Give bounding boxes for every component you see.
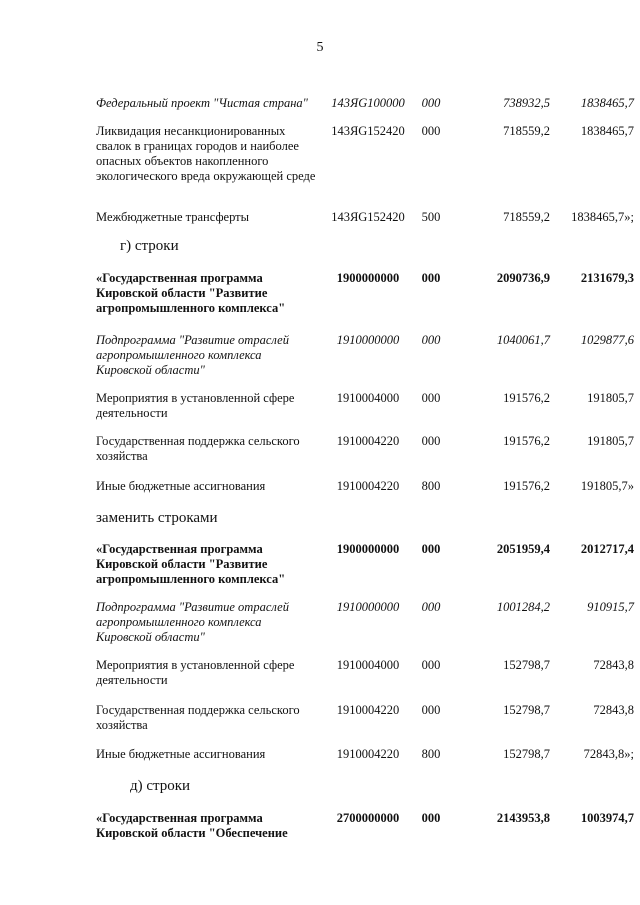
row-name: Государственная поддержка сельского хозяйства xyxy=(96,434,300,463)
row-value-1: 738932,5 xyxy=(503,96,550,110)
row-code: 1900000000 xyxy=(336,542,400,556)
row-value-2: 910915,7 xyxy=(587,600,634,614)
row-name: Подпрограмма "Развитие отраслей агропромышленного комплекса Кировской области" xyxy=(96,333,289,377)
row-value-1: 191576,2 xyxy=(503,391,550,405)
row-value-2: 2131679,3 xyxy=(580,271,634,285)
row-vr: 000 xyxy=(421,96,441,110)
row-name: Межбюджетные трансферты xyxy=(96,210,250,224)
row-value-1: 2051959,4 xyxy=(496,542,550,556)
row-value-2: 2012717,4 xyxy=(580,542,634,556)
row-vr: 000 xyxy=(421,542,441,556)
row-name: Федеральный проект "Чистая страна" xyxy=(96,96,308,110)
row-name: Государственная поддержка сельского хозяйства xyxy=(96,703,300,732)
section-heading: д) строки xyxy=(130,778,191,794)
section-heading: г) строки xyxy=(120,238,179,254)
row-vr: 000 xyxy=(421,434,441,448)
section-heading: заменить строками xyxy=(96,510,218,526)
row-value-1: 2143953,8 xyxy=(496,811,550,825)
row-value-1: 1040061,7 xyxy=(496,333,550,347)
row-code: 2700000000 xyxy=(336,811,400,825)
row-code: 1900000000 xyxy=(336,271,400,285)
row-code: 1910004000 xyxy=(336,658,400,672)
row-vr: 000 xyxy=(421,333,441,347)
row-code: 143ЯG152420 xyxy=(331,210,405,224)
row-value-1: 718559,2 xyxy=(503,210,550,224)
row-value-2: 72843,8 xyxy=(593,703,634,717)
row-value-1: 1001284,2 xyxy=(496,600,550,614)
row-vr: 000 xyxy=(421,600,441,614)
row-name: Подпрограмма "Развитие отраслей агропромышленного комплекса Кировской области" xyxy=(96,600,289,644)
row-vr: 000 xyxy=(421,124,441,138)
row-value-1: 191576,2 xyxy=(503,434,550,448)
row-vr: 800 xyxy=(421,747,441,761)
row-code: 1910004000 xyxy=(336,391,400,405)
row-vr: 000 xyxy=(421,811,441,825)
row-value-2: 1003974,7 xyxy=(580,811,634,825)
row-code: 1910000000 xyxy=(336,333,400,347)
row-name: Иные бюджетные ассигнования xyxy=(96,479,266,493)
row-value-2: 1838465,7»; xyxy=(571,210,634,224)
row-code: 1910004220 xyxy=(336,434,400,448)
row-name: Ликвидация несанкционированных свалок в границах городов и наиболее опасных объектов накопленного экологического вреда окружающей среде xyxy=(96,124,316,183)
row-value-2: 72843,8»; xyxy=(583,747,634,761)
row-value-2: 191805,7 xyxy=(587,434,634,448)
row-value-2: 1838465,7 xyxy=(580,124,634,138)
row-name: «Государственная программа Кировской области "Обеспечение xyxy=(96,811,288,840)
row-value-1: 191576,2 xyxy=(503,479,550,493)
row-value-2: 72843,8 xyxy=(593,658,634,672)
row-code: 1910004220 xyxy=(336,479,400,493)
row-value-2: 1029877,6 xyxy=(580,333,634,347)
row-value-1: 2090736,9 xyxy=(496,271,550,285)
row-value-2: 191805,7» xyxy=(580,479,634,493)
row-code: 1910004220 xyxy=(336,703,400,717)
row-name: «Государственная программа Кировской области "Развитие агропромышленного комплекса" xyxy=(96,271,286,315)
row-vr: 800 xyxy=(421,479,441,493)
row-value-1: 152798,7 xyxy=(503,747,550,761)
row-vr: 000 xyxy=(421,658,441,672)
row-name: Иные бюджетные ассигнования xyxy=(96,747,266,761)
row-value-1: 152798,7 xyxy=(503,658,550,672)
row-vr: 000 xyxy=(421,271,441,285)
row-vr: 500 xyxy=(421,210,441,224)
row-vr: 000 xyxy=(421,391,441,405)
row-value-1: 718559,2 xyxy=(503,124,550,138)
row-value-2: 191805,7 xyxy=(587,391,634,405)
row-value-2: 1838465,7 xyxy=(580,96,634,110)
row-code: 143ЯG152420 xyxy=(331,124,405,138)
page-number: 5 xyxy=(316,40,324,55)
row-code: 1910000000 xyxy=(336,600,400,614)
row-code: 1910004220 xyxy=(336,747,400,761)
row-name: Мероприятия в установленной сфере деятельности xyxy=(96,391,295,420)
row-code: 143ЯG100000 xyxy=(331,96,405,110)
row-name: «Государственная программа Кировской области "Развитие агропромышленного комплекса" xyxy=(96,542,286,586)
row-name: Мероприятия в установленной сфере деятельности xyxy=(96,658,295,687)
row-vr: 000 xyxy=(421,703,441,717)
row-value-1: 152798,7 xyxy=(503,703,550,717)
